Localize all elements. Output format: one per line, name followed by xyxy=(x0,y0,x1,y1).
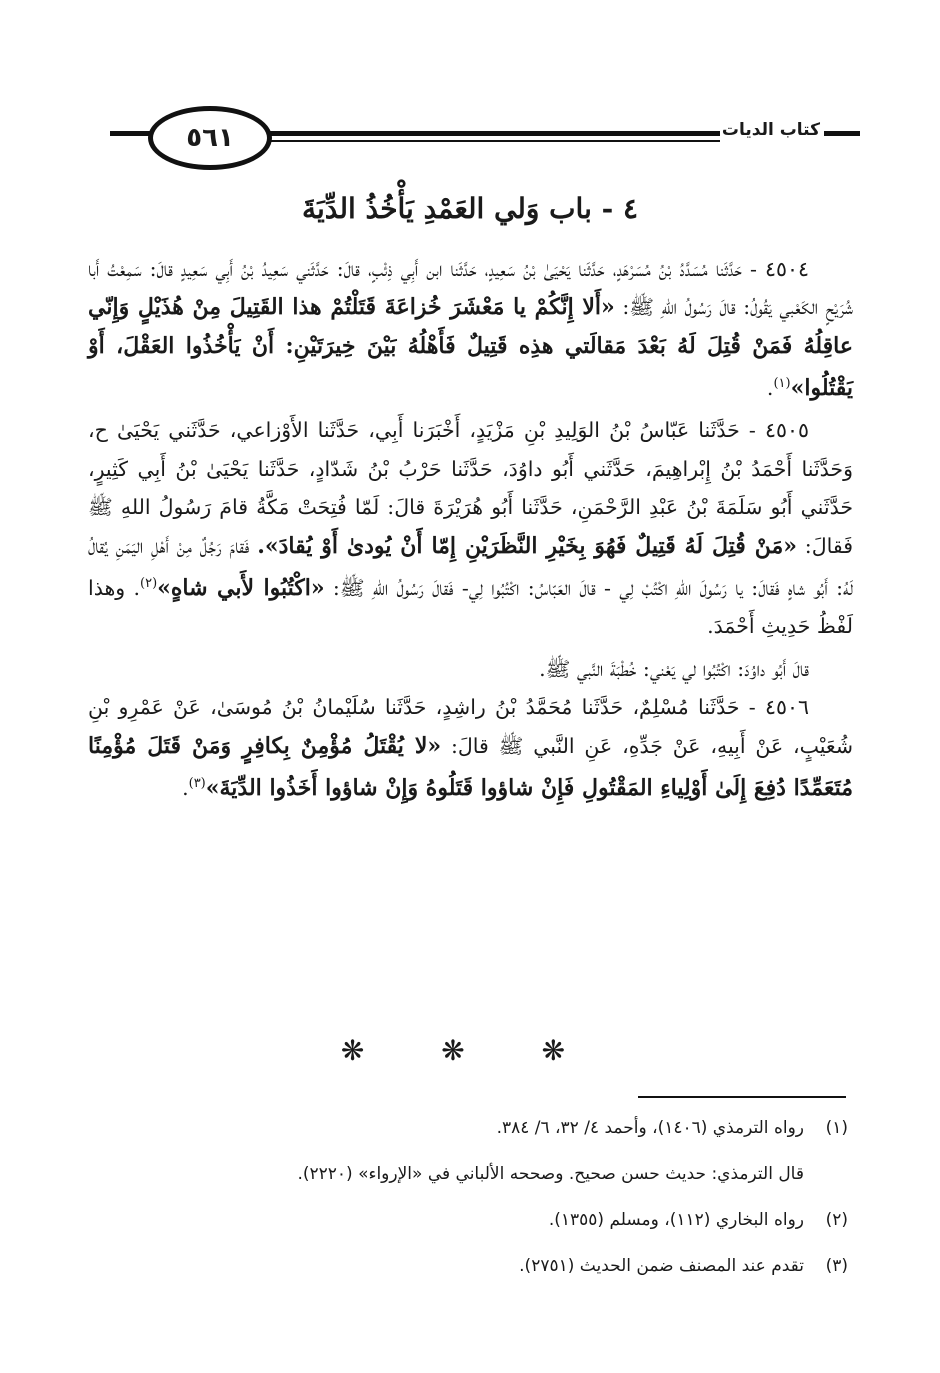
footnote-3 xyxy=(88,1248,848,1294)
footnote-ref-3[interactable]: (٣) xyxy=(188,775,206,791)
footnote-1-continued xyxy=(88,1156,848,1202)
header-rule-thin xyxy=(260,140,720,142)
page-number: ٥٦١ xyxy=(186,123,234,153)
hadith-4505 xyxy=(88,411,853,645)
footnote-ref-1[interactable]: (١) xyxy=(773,376,791,392)
hadith-4505-end: . وهذا لَفْظُ حَدِيثِ أَحْمَدَ. xyxy=(88,575,853,639)
hadith-4505-isnad: ٤٥٠٥ - حَدَّثَنا عَبّاسُ بْنُ الوَلِيدِ بْنِ مَزْيَدٍ، أَخْبَرَنا أَبِي، حَدَّثَنا الأَوْزاعي، حَدَّثَني يَحْيَىٰ ح، وَحَدَّثَنا أَحْمَدُ بْنُ إِبْراهِيمَ، حَدَّثَني أَبُو داوُدَ، حَدَّثَنا حَرْبُ بْنُ شَدّادٍ، حَدَّثَنا يَحْيَىٰ بْنُ أَبِي كَثِيرٍ، حَدَّثَني أَبُو سَلَمَةَ بْنُ عَبْدِ الرَّحْمَنِ، حَدَّثَنا أَبُو هُرَيْرَةَ قالَ: لَمّا فُتِحَتْ مَكَّةُ قامَ رَسُولُ اللهِ ﷺ فَقالَ: xyxy=(88,418,853,558)
header-rule-right xyxy=(824,131,860,136)
hadith-4506: ٤٥٠٦ - حَدَّثَنا مُسْلِمٌ، حَدَّثَنا مُحَمَّدُ بْنُ راشِدٍ، حَدَّثَنا سُلَيْمانُ بْنُ مُوسَىٰ، عَنْ عَمْرِو بْنِ شُعَيْبٍ، عَنْ أَبِيهِ، عَنْ جَدِّهِ، عَنِ النَّبي ﷺ قالَ: «لا يُقْتَلُ مُؤْمِنٌ بِكافِرٍ وَمَنْ قَتَلَ مُؤْمِنًا مُتَعَمِّدًا دُفِعَ إِلَىٰ أَوْلِياءِ المَقْتُولِ فَإِنْ شاؤوا قَتَلُوهُ وَإِنْ شاؤوا أَخَذُوا الدِّيَةَ»$^{(٣)}$. xyxy=(88,695,853,801)
footnote-label: (٣) xyxy=(825,1256,848,1276)
hadith-4504-isnad-1: ٤٥٠٤ - حَدَّثَنا مُسَدَّدُ بْنُ مُسَرْهَدٍ، حَدَّثَنا يَحْيَىٰ بْنُ سَعِيدٍ، حَدَّثَنا ابن أَبِي ذِئْبٍ، xyxy=(367,257,809,281)
page-number-oval xyxy=(148,106,272,170)
footnote-2 xyxy=(88,1202,848,1248)
footnote-text: قال الترمذي: حديث حسن صحيح. وصححه الألباني في «الإرواء» (٢٢٢٠). xyxy=(297,1164,804,1184)
hadith-4504: ٤٥٠٤ - حَدَّثَنا مُسَدَّدُ بْنُ مُسَرْهَدٍ، حَدَّثَنا يَحْيَىٰ بْنُ سَعِيدٍ، حَدَّثَنا ابن أَبِي ذِئْبٍ، قالَ: حَدَّثَني سَعِيدُ بْنُ أَبِي سَعِيدٍ قالَ: سَمِعْتُ أَبا شُرَيْحٍ الكَعْبي يَقُولُ: قالَ رَسُولُ اللهِ ﷺ: «أَلا إِنَّكُمْ يا مَعْشَرَ خُزاعَةَ قَتَلْتُمْ هذا القَتِيلَ مِنْ هُذَيْلٍ وَإِنّي عاقِلُهُ فَمَنْ قُتِلَ لَهُ بَعْدَ مَقالَتي هذِه قَتِيلٌ فَأَهْلُهُ بَيْنَ خِيرَتَيْنِ: أَنْ يَأْخُذُوا العَقْلَ، أَوْ يَقْتُلُوا»$^{(١)}$. xyxy=(88,257,854,402)
header-rule-left xyxy=(110,131,150,136)
footnote-label: (١) xyxy=(825,1118,848,1138)
hadith-4505-middle: فَقامَ رَجُلٌ مِنْ أَهْلِ اليَمَنِ يُقالُ لَهُ: أَبُو شاهٍ فَقالَ: يا رَسُولَ اللهِ اكْتُبْ لِي - قالَ العَبّاسُ: اكْتُبُوا لِي- فَقالَ رَسُولُ اللهِ ﷺ: xyxy=(88,533,853,600)
footnote-text: رواه الترمذي (١٤٠٦)، وأحمد ٤/ ٣٢، ٦/ ٣٨٤. xyxy=(496,1118,804,1138)
book-title: كتاب الديات xyxy=(721,120,820,140)
footnote-label: (٢) xyxy=(825,1210,848,1230)
section-separator: ❋ ❋ ❋ xyxy=(340,1034,600,1067)
hadith-4504-matn: «أَلا إِنَّكُمْ يا مَعْشَرَ خُزاعَةَ قَتَلْتُمْ هذا القَتِيلَ مِنْ هُذَيْلٍ وَإِنّي عاقِلُهُ فَمَنْ قُتِلَ لَهُ بَعْدَ مَقالَتي هذِه قَتِيلٌ فَأَهْلُهُ بَيْنَ خِيرَتَيْنِ: أَنْ يَأْخُذُوا العَقْلَ، أَوْ يَقْتُلُوا» xyxy=(88,294,854,402)
chapter-title: ٤ - باب وَلي العَمْدِ يَأْخُذُ الدِّيَةَ xyxy=(301,192,639,225)
footnote-1 xyxy=(88,1110,848,1156)
abu-dawud-comment: قالَ أَبُو داوُدَ: اكْتُبُوا لي يَعْني: خُطْبَةَ النَّبي ﷺ. xyxy=(539,656,809,681)
hadith-4506-isnad: ٤٥٠٦ - حَدَّثَنا مُسْلِمٌ، حَدَّثَنا مُحَمَّدُ بْنُ راشِدٍ، حَدَّثَنا سُلَيْمانُ بْنُ مُوسَىٰ، عَنْ عَمْرِو بْنِ شُعَيْبٍ، عَنْ أَبِيهِ، عَنْ جَدِّهِ، عَنِ النَّبي ﷺ قالَ: xyxy=(88,695,853,758)
header-rule-thick xyxy=(260,131,720,136)
hadith-4505-quote-1: «مَنْ قُتِلَ لَهُ قَتِيلٌ فَهُوَ بِخَيْرِ النَّظَرَيْنِ إِمّا أَنْ يُودىٰ أَوْ يُقادَ». xyxy=(257,532,798,559)
main-text xyxy=(88,250,853,807)
footnote-ref-2[interactable]: (٢) xyxy=(140,576,158,592)
hadith-4504-isnad-2: قالَ: حَدَّثَني سَعِيدُ بْنُ أَبِي سَعِيدٍ قالَ: سَمِعْتُ أَبا شُرَيْحٍ الكَعْبي يَقُولُ: قالَ رَسُولُ xyxy=(88,257,853,320)
footnote-text: رواه البخاري (١١٢)، ومسلم (١٣٥٥). xyxy=(548,1210,804,1230)
footnotes xyxy=(88,1110,848,1294)
hadith-4504-prefix: اللهِ ﷺ: xyxy=(622,295,677,320)
page-header xyxy=(100,100,860,170)
hadith-4506-matn: «لا يُقْتَلُ مُؤْمِنٌ بِكافِرٍ وَمَنْ قَتَلَ مُؤْمِنًا مُتَعَمِّدًا دُفِعَ إِلَىٰ أَوْلِياءِ المَقْتُولِ فَإِنْ شاؤوا قَتَلُوهُ وَإِنْ شاؤوا أَخَذُوا الدِّيَةَ» xyxy=(88,732,853,801)
footnote-text: تقدم عند المصنف ضمن الحديث (٢٧٥١). xyxy=(519,1256,804,1276)
footnote-divider xyxy=(638,1096,846,1098)
hadith-4505-quote-2: «اكْتُبُوا لأَبي شاهٍ» xyxy=(157,574,325,601)
